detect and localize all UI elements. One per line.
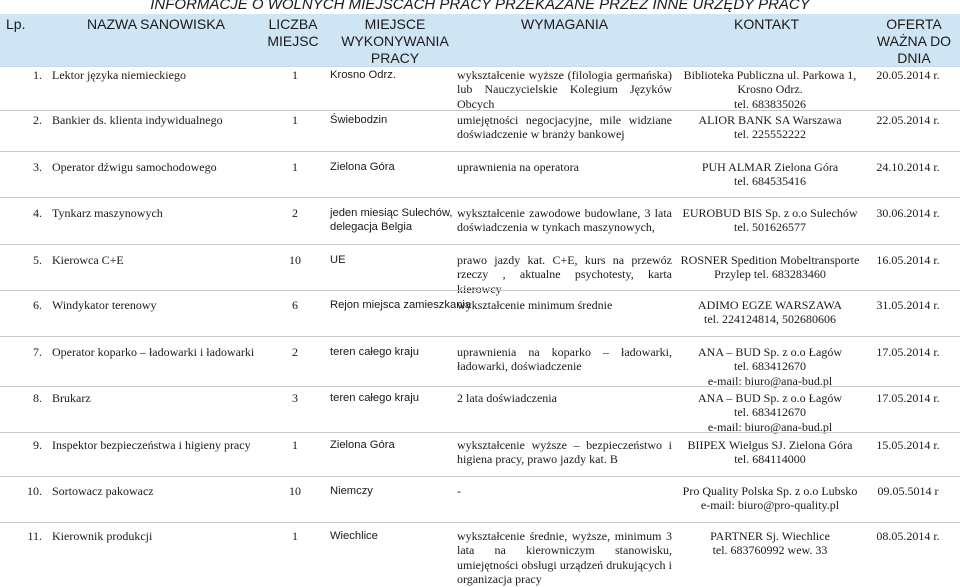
table-header xyxy=(0,14,960,67)
row-count: 2 xyxy=(292,206,298,220)
header-contact: KONTAKT xyxy=(734,16,800,32)
row-position: Windykator terenowy xyxy=(52,298,157,312)
row-count: 10 xyxy=(289,484,301,498)
row-valid-until: 16.05.2014 r. xyxy=(876,253,940,267)
row-requirements: wykształcenie średnie, wyższe, minimum 3 lata na kierowniczym stanowisku, umiejętności obsługi urządzeń drukujących i organizacja pracy xyxy=(457,529,672,587)
row-contact: PARTNER Sj. Wiechlice tel. 683760992 wew. 33 xyxy=(710,529,830,558)
row-place: Niemczy xyxy=(330,485,373,497)
row-place: teren całego kraju xyxy=(330,346,419,358)
row-position: Operator koparko – ładowarki i ładowarki xyxy=(52,345,255,359)
row-position: Tynkarz maszynowych xyxy=(52,206,163,220)
row-divider xyxy=(0,244,960,245)
row-valid-until: 30.06.2014 r. xyxy=(876,206,940,220)
row-contact: ROSNER Spedition Mobeltransporte Przylep tel. 683283460 xyxy=(680,253,860,282)
row-count: 1 xyxy=(292,529,298,543)
row-count: 1 xyxy=(292,113,298,127)
row-divider xyxy=(0,290,960,291)
header-place: MIEJSCE WYKONYWANIA PRACY xyxy=(341,16,449,66)
row-requirements: prawo jazdy kat. C+E, kurs na przewóz rzeczy , aktualne psychotesty, karta kierowcy xyxy=(457,253,672,296)
row-requirements: wykształcenie wyższe (filologia germańska) lub Nauczycielskie Kolegium Języków Obcych xyxy=(457,68,672,111)
row-requirements: wykształcenie minimum średnie xyxy=(457,298,613,312)
row-requirements: uprawnienia na operatora xyxy=(457,160,579,174)
row-valid-until: 24.10.2014 r. xyxy=(876,160,940,174)
row-requirements: umiejętności negocjacyjne, mile widziane doświadczenie w branży bankowej xyxy=(457,113,672,142)
row-contact: PUH ALMAR Zielona Góra tel. 684535416 xyxy=(701,160,839,189)
row-lp: 1. xyxy=(33,68,42,82)
row-lp: 2. xyxy=(33,113,42,127)
row-divider xyxy=(0,522,960,523)
row-valid-until: 17.05.2014 r. xyxy=(876,345,940,359)
row-contact: ALIOR BANK SA Warszawa tel. 225552222 xyxy=(698,113,842,142)
row-position: Brukarz xyxy=(52,391,91,405)
row-divider xyxy=(0,476,960,477)
row-valid-until: 08.05.2014 r. xyxy=(876,529,940,543)
row-place: Krosno Odrz. xyxy=(330,69,396,81)
row-contact: ADIMO EGZE WARSZAWA tel. 224124814, 502680606 xyxy=(697,298,843,327)
row-place: teren całego kraju xyxy=(330,392,419,404)
row-count: 1 xyxy=(292,438,298,452)
row-valid-until: 20.05.2014 r. xyxy=(876,68,940,82)
row-lp: 6. xyxy=(33,298,42,312)
row-requirements: - xyxy=(457,484,461,498)
row-divider xyxy=(0,197,960,198)
row-lp: 11. xyxy=(27,529,42,543)
row-lp: 5. xyxy=(33,253,42,267)
row-contact: Biblioteka Publiczna ul. Parkowa 1, Krosno Odrz. tel. 683835026 xyxy=(683,68,857,111)
row-position: Operator dźwigu samochodowego xyxy=(52,160,217,174)
row-contact: Pro Quality Polska Sp. z o.o Lubsko e-mail: biuro@pro-quality.pl xyxy=(682,484,858,513)
row-valid-until: 09.05.5014 r xyxy=(877,484,939,498)
row-position: Lektor języka niemieckiego xyxy=(52,68,186,82)
row-contact: EUROBUD BIS Sp. z o.o Sulechów tel. 501626577 xyxy=(682,206,858,235)
row-count: 3 xyxy=(292,391,298,405)
row-valid-until: 17.05.2014 r. xyxy=(876,391,940,405)
row-lp: 9. xyxy=(33,438,42,452)
row-count: 2 xyxy=(292,345,298,359)
row-lp: 3. xyxy=(33,160,42,174)
row-requirements: 2 lata doświadczenia xyxy=(457,391,557,405)
row-valid-until: 15.05.2014 r. xyxy=(876,438,940,452)
row-lp: 7. xyxy=(33,345,42,359)
row-contact: ANA – BUD Sp. z o.o Łagów tel. 683412670 e-mail: biuro@ana-bud.pl xyxy=(698,345,842,388)
header-lp: Lp. xyxy=(6,16,26,32)
row-position: Kierownik produkcji xyxy=(52,529,153,543)
row-requirements: wykształcenie wyższe – bezpieczeństwo i higiena pracy, prawo jazdy kat. B xyxy=(457,438,672,467)
header-valid: OFERTA WAŻNA DO DNIA xyxy=(876,16,952,66)
header-name: NAZWA SANOWISKA xyxy=(87,16,225,32)
row-lp: 8. xyxy=(33,391,42,405)
row-lp: 10. xyxy=(27,484,42,498)
row-requirements: wykształcenie zawodowe budowlane, 3 lata doświadczenia w tynkach maszynowych, xyxy=(457,206,672,235)
header-requirements: WYMAGANIA xyxy=(521,16,609,32)
row-count: 1 xyxy=(292,68,298,82)
row-position: Sortowacz pakowacz xyxy=(52,484,154,498)
row-valid-until: 31.05.2014 r. xyxy=(876,298,940,312)
row-divider xyxy=(0,336,960,337)
row-count: 6 xyxy=(292,298,298,312)
row-place: Wiechlice xyxy=(330,530,378,542)
row-place: Zielona Góra xyxy=(330,161,395,173)
row-lp: 4. xyxy=(33,206,42,220)
row-position: Bankier ds. klienta indywidualnego xyxy=(52,113,223,127)
row-place: Świebodzin xyxy=(330,114,388,126)
row-divider xyxy=(0,110,960,111)
row-place: Rejon miejsca zamieszkania xyxy=(330,299,472,311)
row-divider xyxy=(0,386,960,387)
header-count: LICZBA MIEJSC xyxy=(267,16,319,49)
row-contact: ANA – BUD Sp. z o.o Łagów tel. 683412670 e-mail: biuro@ana-bud.pl xyxy=(698,391,842,434)
row-count: 10 xyxy=(289,253,301,267)
document-title: INFORMACJE O WOLNYCH MIEJSCACH PRACY PRZEKAZANE PRZEZ INNE URZĘDY PRACY xyxy=(150,0,810,13)
row-divider xyxy=(0,432,960,433)
row-place: UE xyxy=(330,254,346,266)
row-place: Zielona Góra xyxy=(330,439,395,451)
row-requirements: uprawnienia na koparko – ładowarki, ładowarki, doświadczenie xyxy=(457,345,672,374)
row-position: Inspektor bezpieczeństwa i higieny pracy xyxy=(52,438,251,452)
row-position: Kierowca C+E xyxy=(52,253,124,267)
row-place: jeden miesiąc Sulechów, delegacja Belgia xyxy=(330,207,453,234)
row-valid-until: 22.05.2014 r. xyxy=(876,113,940,127)
row-count: 1 xyxy=(292,160,298,174)
row-contact: BIIPEX Wielgus SJ. Zielona Góra tel. 684114000 xyxy=(687,438,853,467)
row-divider xyxy=(0,151,960,152)
